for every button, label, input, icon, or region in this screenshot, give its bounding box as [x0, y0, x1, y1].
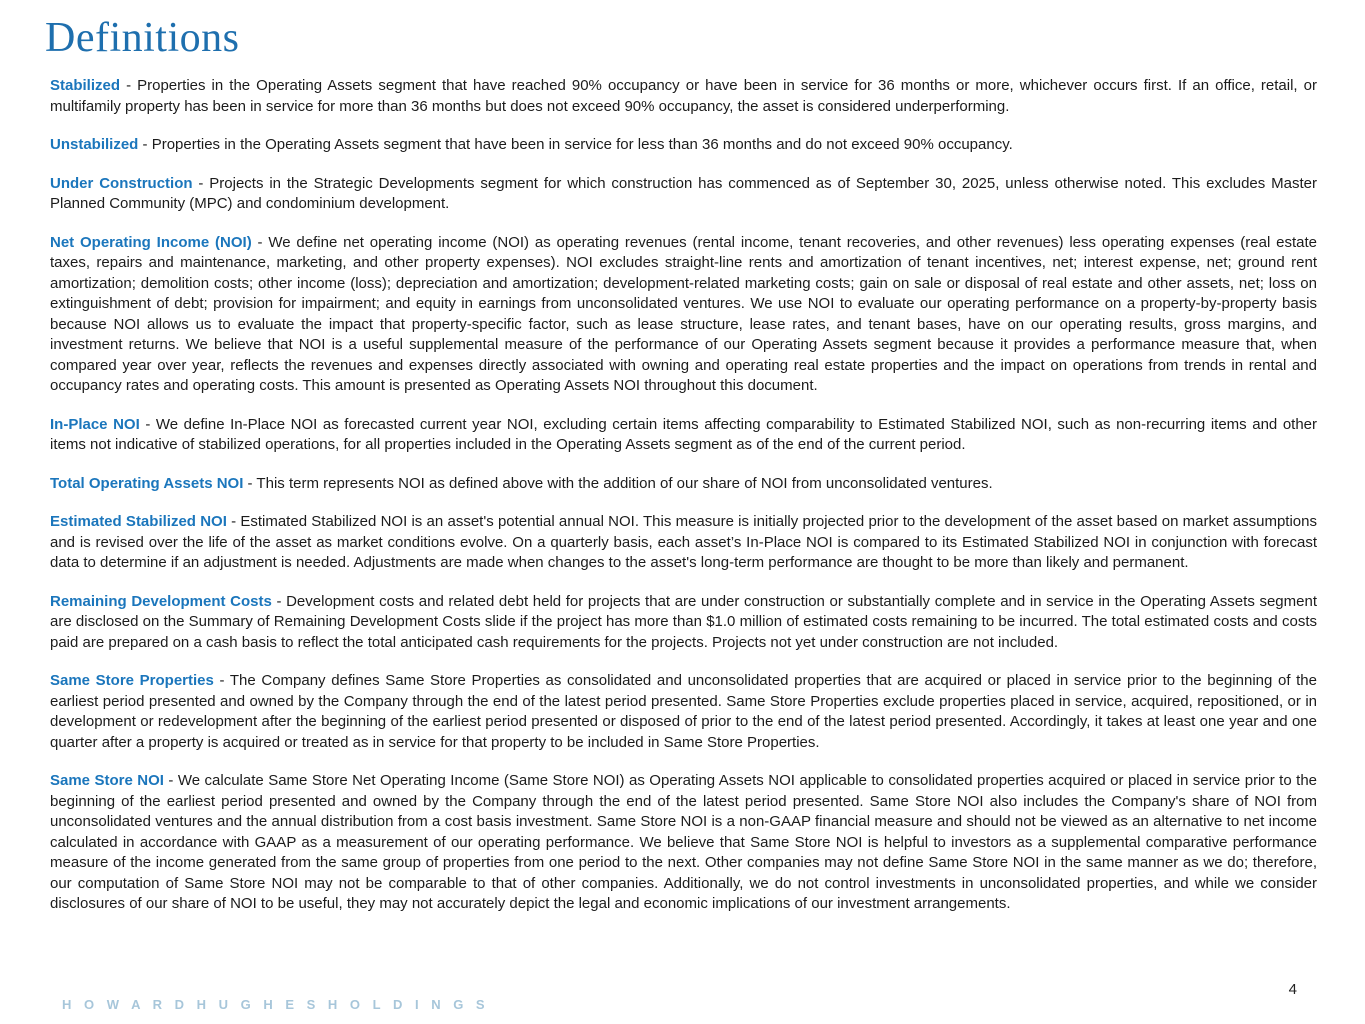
definition-term: Stabilized [50, 77, 121, 95]
footer-brand-wordmark: H O W A R D H U G H E S H O L D I N G S [62, 997, 490, 1012]
definitions-list [50, 76, 1317, 915]
definition-term: Under Construction [50, 174, 193, 192]
definition-paragraph: Same Store Properties - The Company defines Same Store Properties as consolidated and unconsolidated properties that are acquired or placed in service prior to the beginning of the earliest period presented and owned by the Company through the end of the latest period presented. Same Store Properties exclude properties placed in service, acquired, repositioned, or in development or redevelopment after the beginning of the earliest period presented or disposed of prior to the end of the latest period presented. Accordingly, it takes at least one year and one quarter after a property is acquired or treated as in service for that property to be included in Same Store Properties. [50, 672, 1317, 751]
definition-paragraph: Total Operating Assets NOI - This term represents NOI as defined above with the addition of our share of NOI from unconsolidated ventures. [50, 474, 993, 492]
definition-paragraph: Net Operating Income (NOI) - We define net operating income (NOI) as operating revenues (rental income, tenant recoveries, and other revenues) less operating expenses (real estate taxes, repairs and maintenance, marketing, and other property expenses). NOI excludes straight-line rents and amortization of tenant incentives, net; interest expense, net; ground rent amortization; demolition costs; other income (loss); depreciation and amortization; development-related marketing costs; gain on sale or disposal of real estate and other assets, net; loss on extinguishment of debt; provision for impairment; and equity in earnings from unconsolidated ventures. We use NOI to evaluate our operating performance on a property-by-property basis because NOI allows us to evaluate the impact that property-specific factor, such as lease structure, lease rates, and tenant bases, have on our operating results, gross margins, and investment returns. We believe that NOI is a useful supplemental measure of the performance of our Operating Assets segment because it provides a performance measure that, when compared year over year, reflects the revenues and expenses directly associated with owning and operating real estate properties and the impact on operations from trends in rental and occupancy rates and operating costs. This amount is presented as Operating Assets NOI throughout this document. [50, 233, 1317, 395]
definition-term: Net Operating Income (NOI) [50, 233, 252, 251]
definition-paragraph: Unstabilized - Properties in the Operating Assets segment that have been in service for less than 36 months and do not exceed 90% occupancy. [50, 136, 1013, 154]
definition-paragraph: Estimated Stabilized NOI - Estimated Stabilized NOI is an asset's potential annual NOI. This measure is initially projected prior to the development of the asset based on market assumptions and is revised over the life of the asset as market conditions evolve. On a quarterly basis, each asset’s In-Place NOI is compared to its Estimated Stabilized NOI in conjunction with forecast data to determine if an adjustment is needed. Adjustments are made when changes to the asset's long-term performance are thought to be more than likely and permanent. [50, 513, 1317, 572]
definition-term: Same Store Properties [50, 672, 214, 690]
definition-paragraph: Remaining Development Costs - Development costs and related debt held for projects that are under construction or substantially complete and in service in the Operating Assets segment are disclosed on the Summary of Remaining Development Costs slide if the project has more than $1.0 million of estimated costs remaining to be incurred. The total estimated costs and costs paid are prepared on a cash basis to reflect the total anticipated cash requirements for the projects. Projects not yet under construction are not included. [50, 592, 1317, 651]
page-title: Definitions [45, 15, 240, 61]
definition-term: Same Store NOI [50, 772, 164, 790]
definition-term: Estimated Stabilized NOI [50, 513, 227, 531]
definition-term: Total Operating Assets NOI [50, 474, 244, 492]
definition-term: In-Place NOI [50, 415, 140, 433]
definition-paragraph: Under Construction - Projects in the Strategic Developments segment for which construction has commenced as of September 30, 2025, unless otherwise noted. This excludes Master Planned Community (MPC) and condominium development. [50, 174, 1317, 213]
definition-paragraph: In-Place NOI - We define In-Place NOI as forecasted current year NOI, excluding certain items affecting comparability to Estimated Stabilized NOI, such as non-recurring items and other items not indicative of stabilized operations, for all properties included in the Operating Assets segment as of the end of the current period. [50, 415, 1318, 454]
page-number: 4 [1288, 981, 1297, 998]
definition-term: Unstabilized [50, 136, 139, 154]
definition-paragraph: Stabilized - Properties in the Operating Assets segment that have reached 90% occupancy or have been in service for 36 months or more, whichever occurs first. If an office, retail, or multifamily property has been in service for more than 36 months but does not exceed 90% occupancy, the asset is considered underperforming. [50, 77, 1317, 115]
definition-term: Remaining Development Costs [50, 592, 272, 610]
definition-paragraph: Same Store NOI - We calculate Same Store Net Operating Income (Same Store NOI) as Operating Assets NOI applicable to consolidated properties acquired or placed in service prior to the beginning of the earliest period presented and owned by the Company through the end of the latest period presented. Same Store NOI also includes the Company's share of NOI from unconsolidated ventures and the annual distribution from a cost basis investment. Same Store NOI is a non-GAAP financial measure and should not be viewed as an alternative to net income calculated in accordance with GAAP as a measurement of our operating performance. We believe that Same Store NOI is helpful to investors as a supplemental comparative performance measure of the income generated from the same group of properties from one period to the next. Other companies may not define Same Store NOI in the same manner as we do; therefore, our computation of Same Store NOI may not be comparable to that of other companies. Additionally, we do not control investments in unconsolidated properties, and while we consider disclosures of our share of NOI to be useful, they may not accurately depict the legal and economic implications of our investment arrangements. [50, 772, 1318, 913]
